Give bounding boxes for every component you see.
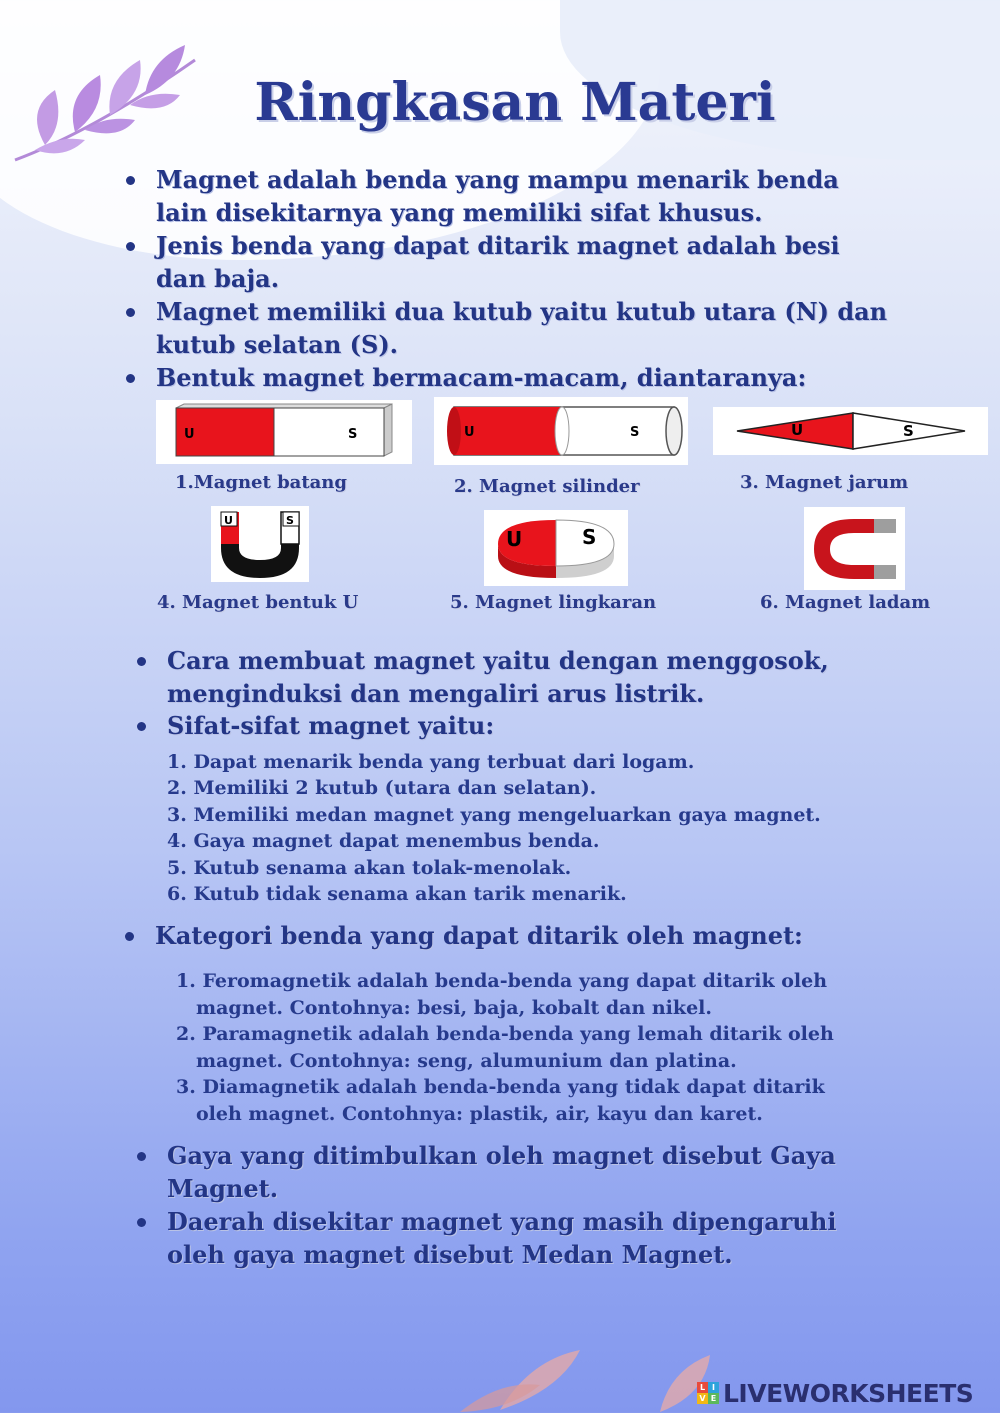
pole-u-label: U <box>506 527 523 551</box>
bullet-dot <box>137 722 146 731</box>
bullet-dot <box>126 308 135 317</box>
bullet-item <box>167 644 907 710</box>
bullet-item <box>155 919 915 952</box>
bullet-text: Magnet memiliki dua kutub yaitu kutub utara (N) dan kutub selatan (S). <box>156 297 888 359</box>
list-item: 5. Kutub senama akan tolak-menolak. <box>167 856 572 879</box>
pole-u-label: U <box>184 427 195 442</box>
u-magnet-image <box>211 506 309 582</box>
bullet-item <box>167 709 907 742</box>
bar-magnet-image <box>156 400 412 464</box>
caption-u-magnet: 4. Magnet bentuk U <box>157 592 359 613</box>
caption-horseshoe-magnet: 6. Magnet ladam <box>760 592 931 613</box>
bullet-dot <box>137 1218 146 1227</box>
list-item: 2. Paramagnetik adalah benda-benda yang lemah ditarik oleh magnet. Contohnya: seng, alumunium dan platina. <box>176 1023 834 1072</box>
bullet-dot <box>125 932 134 941</box>
bullet-item <box>156 229 896 295</box>
bottom-leaf-decoration-icon <box>440 1340 740 1413</box>
list-item: 3. Diamagnetik adalah benda-benda yang tidak dapat ditarik oleh magnet. Contohnya: plastik, air, kayu dan karet. <box>176 1076 825 1125</box>
caption-needle-magnet: 3. Magnet jarum <box>740 472 909 493</box>
pole-s-label: S <box>903 422 914 440</box>
liveworksheets-logo[interactable] <box>697 1377 997 1409</box>
bullet-text: Bentuk magnet bermacam-macam, diantaranya: <box>156 363 807 392</box>
bullet-dot <box>126 242 135 251</box>
liveworksheets-icon: L I V E <box>697 1382 719 1404</box>
bullet-item <box>167 1205 887 1271</box>
bullet-item <box>156 295 916 361</box>
pole-u-label: U <box>791 421 804 439</box>
list-item: 2. Memiliki 2 kutub (utara dan selatan). <box>167 777 597 800</box>
disc-magnet-image <box>484 510 628 586</box>
bullet-item <box>167 1139 887 1205</box>
caption-bar-magnet: 1.Magnet batang <box>175 472 347 493</box>
pole-s-label: S <box>286 514 294 527</box>
bullet-text: Magnet adalah benda yang mampu menarik benda lain disekitarnya yang memiliki sifat khusus. <box>156 165 839 227</box>
bullet-text: Cara membuat magnet yaitu dengan menggosok, menginduksi dan mengaliri arus listrik. <box>167 646 829 708</box>
caption-disc-magnet: 5. Magnet lingkaran <box>450 592 657 613</box>
bullet-text: Sifat-sifat magnet yaitu: <box>167 711 495 740</box>
pole-s-label: S <box>582 525 597 549</box>
page-title: Ringkasan Materi <box>254 72 776 133</box>
bullet-text: Kategori benda yang dapat ditarik oleh magnet: <box>155 921 803 950</box>
liveworksheets-brand: LIVEWORKSHEETS <box>723 1378 974 1408</box>
bullet-dot <box>126 176 135 185</box>
list-item: 4. Gaya magnet dapat menembus benda. <box>167 830 600 853</box>
bullet-item <box>156 163 896 229</box>
pole-s-label: S <box>348 427 358 442</box>
bullet-text: Gaya yang ditimbulkan oleh magnet disebut Gaya Magnet. <box>167 1141 836 1203</box>
bullet-text: Daerah disekitar magnet yang masih dipengaruhi oleh gaya magnet disebut Medan Magnet. <box>167 1207 837 1269</box>
list-item: 1. Feromagnetik adalah benda-benda yang dapat ditarik oleh magnet. Contohnya: besi, baja, kobalt dan nikel. <box>176 970 828 1019</box>
bullet-item <box>156 361 916 394</box>
needle-magnet-image <box>713 407 988 455</box>
bullet-text: Jenis benda yang dapat ditarik magnet adalah besi dan baja. <box>156 231 840 293</box>
list-item: 6. Kutub tidak senama akan tarik menarik. <box>167 883 627 906</box>
kategori-list <box>176 968 866 1127</box>
list-item: 3. Memiliki medan magnet yang mengeluarkan gaya magnet. <box>167 803 821 826</box>
horseshoe-magnet-image <box>804 507 905 590</box>
bullet-dot <box>137 657 146 666</box>
cylinder-magnet-image <box>434 397 688 465</box>
bullet-dot <box>126 374 135 383</box>
pole-u-label: U <box>464 425 475 440</box>
list-item: 1. Dapat menarik benda yang terbuat dari logam. <box>167 751 695 773</box>
pole-s-label: S <box>630 425 640 440</box>
sifat-list <box>167 749 887 907</box>
caption-cylinder-magnet: 2. Magnet silinder <box>454 476 640 497</box>
bullet-dot <box>137 1152 146 1161</box>
pole-u-label: U <box>224 514 233 527</box>
